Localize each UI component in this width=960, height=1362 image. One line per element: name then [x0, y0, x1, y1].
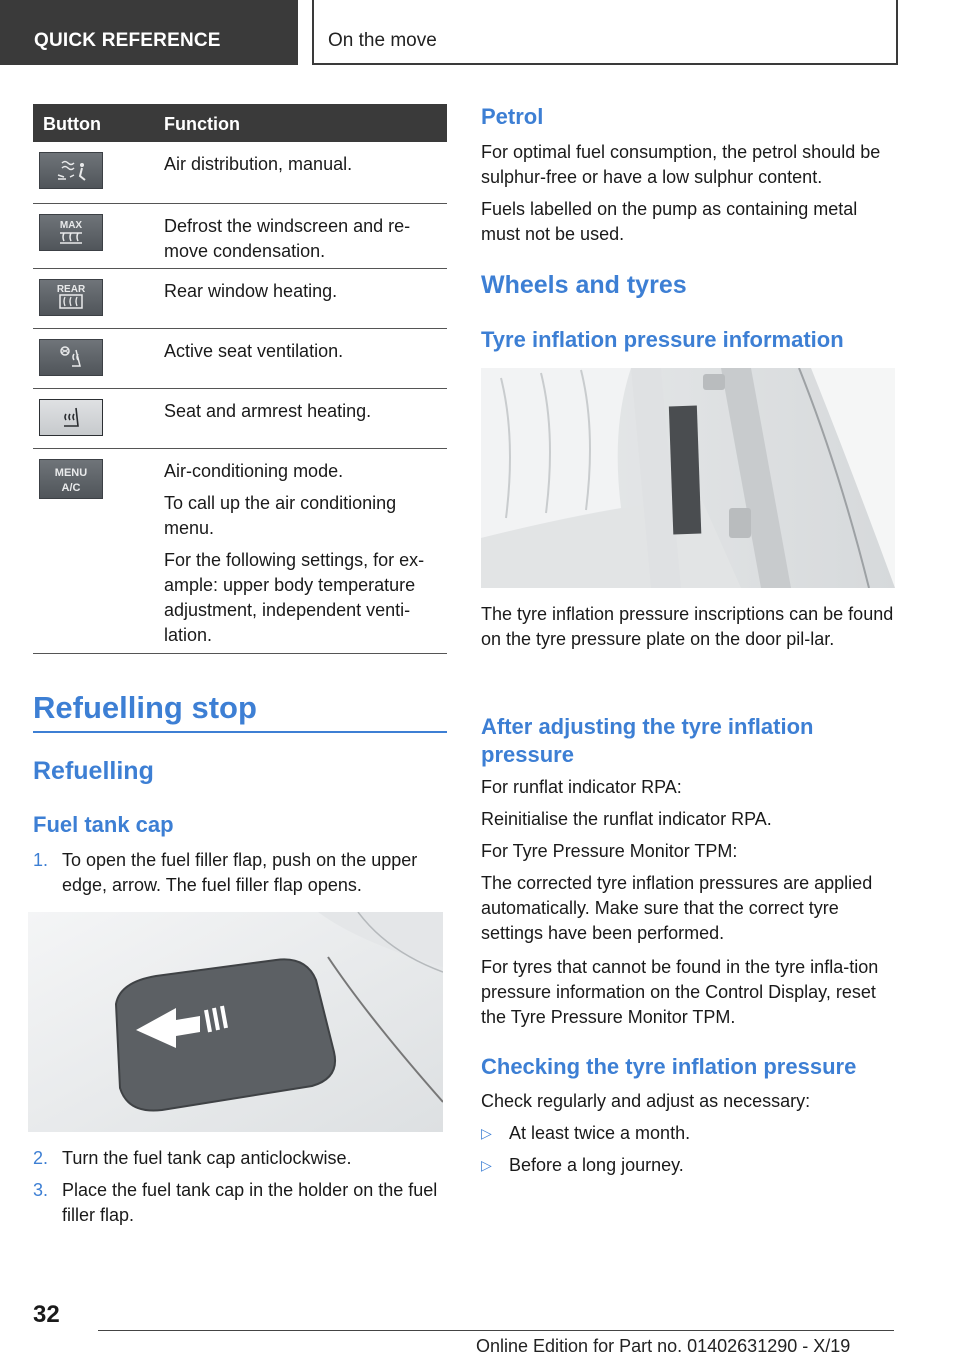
tyre-info-paragraph: The tyre inflation pressure inscriptions can be found on the tyre pressure plate on the door pil-lar. — [481, 604, 894, 649]
heading-rule — [33, 731, 447, 733]
row-function-text: Air-conditioning mode. To call up the air conditioning menu. For the following settings, for ex-ample: upper body temperature adjustment, independent venti-lation. — [164, 461, 425, 645]
fuel-filler-flap-image — [28, 912, 443, 1132]
row-function-text: Air distribution, manual. — [164, 154, 353, 174]
header-section-tab — [0, 0, 298, 65]
tpm-text: The corrected tyre inflation pressures are applied automatically. Make sure that the correct tyre settings have been performed. — [481, 873, 873, 943]
table-header — [33, 104, 447, 142]
seat-heating-icon — [39, 399, 103, 436]
tpm-label: For Tyre Pressure Monitor TPM: — [481, 841, 738, 861]
list-item: ▷ Before a long journey. — [481, 1153, 895, 1178]
heading-petrol: Petrol — [481, 104, 544, 129]
max-defrost-icon — [39, 214, 103, 251]
heading-checking-pressure: Checking the tyre inflation pressure — [481, 1054, 857, 1079]
svg-text:REAR: REAR — [56, 284, 86, 295]
table-row — [33, 204, 447, 269]
row-function-text: Active seat ventilation. — [164, 341, 344, 361]
svg-text:MENU: MENU — [54, 467, 88, 479]
column-header-function: Function — [164, 114, 240, 134]
rear-window-heating-icon — [39, 279, 103, 316]
footer-rule — [98, 1330, 894, 1331]
bullet-icon: ▷ — [481, 1125, 492, 1141]
bullet-icon: ▷ — [481, 1157, 492, 1173]
rpa-label: For runflat indicator RPA: — [481, 777, 682, 797]
header-chapter-tab — [312, 0, 898, 65]
heading-after-adjusting: After adjusting the tyre inflation pressure — [481, 714, 814, 767]
table-row — [33, 329, 447, 389]
column-header-button: Button — [43, 114, 101, 134]
svg-text:MAX: MAX — [59, 220, 83, 231]
petrol-paragraph-1: For optimal fuel consumption, the petrol should be sulphur-free or have a low sulphur content. — [481, 142, 881, 187]
table-row — [33, 389, 447, 449]
heading-wheels-and-tyres: Wheels and tyres — [481, 271, 687, 299]
heading-refuelling: Refuelling — [33, 757, 154, 785]
heading-refuelling-stop: Refuelling stop — [33, 690, 257, 725]
heading-fuel-tank-cap: Fuel tank cap — [33, 812, 174, 837]
list-item: 3. Place the fuel tank cap in the holder on the fuel filler flap. — [33, 1180, 438, 1225]
svg-text:A/C: A/C — [61, 482, 81, 494]
row-function-text: Rear window heating. — [164, 281, 338, 301]
rpa-text: Reinitialise the runflat indicator RPA. — [481, 809, 772, 829]
door-pillar-image — [481, 368, 895, 588]
button-function-table — [33, 104, 447, 654]
list-item: 2. Turn the fuel tank cap anticlockwise. — [33, 1148, 352, 1168]
heading-tyre-inflation-info: Tyre inflation pressure information — [481, 327, 844, 352]
tpm-text-2: For tyres that cannot be found in the tyre infla-tion pressure information on the Control Display, reset the Tyre Pressure Monitor TPM. — [481, 957, 879, 1027]
page-number: 32 — [33, 1301, 60, 1328]
petrol-paragraph-2: Fuels labelled on the pump as containing metal must not be used. — [481, 199, 858, 244]
seat-ventilation-icon — [39, 339, 103, 376]
list-item: ▷ At least twice a month. — [481, 1121, 895, 1146]
table-row — [33, 449, 447, 654]
footer-edition-text: Online Edition for Part no. 01402631290 - X/19 — [476, 1336, 851, 1356]
list-item: 1. To open the fuel filler flap, push on the upper edge, arrow. The fuel filler flap opens. — [33, 850, 418, 895]
table-row — [33, 142, 447, 204]
header-section-label: QUICK REFERENCE — [34, 30, 221, 51]
menu-ac-icon — [39, 459, 103, 499]
table-row — [33, 269, 447, 329]
row-function-text: Seat and armrest heating. — [164, 401, 372, 421]
row-function-text: Defrost the windscreen and re-move condensation. — [164, 216, 411, 261]
header-chapter-label: On the move — [328, 30, 437, 51]
checking-text: Check regularly and adjust as necessary: — [481, 1091, 811, 1111]
air-distribution-icon — [39, 152, 103, 189]
